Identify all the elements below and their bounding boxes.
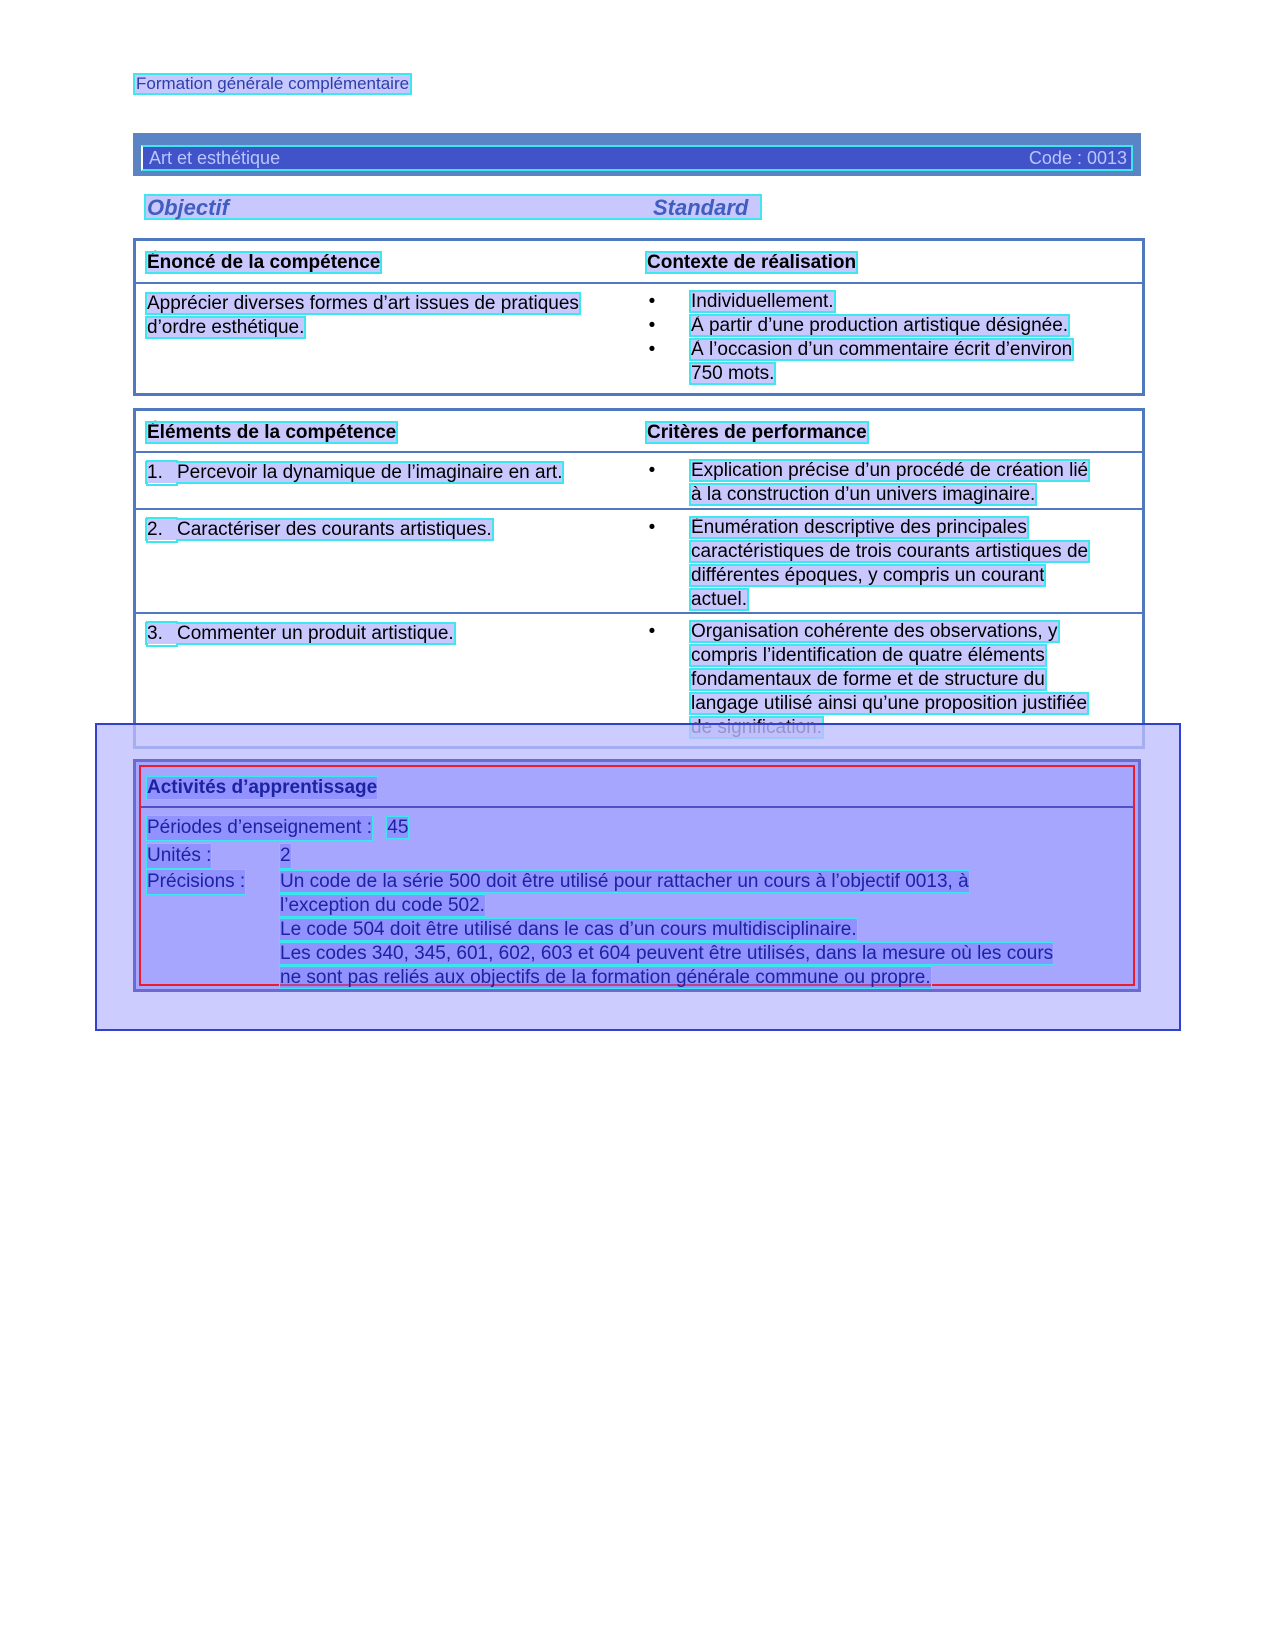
element-text: 1. Percevoir la dynamique de l’imaginaire en art. — [147, 462, 563, 483]
activities-divider — [141, 806, 1133, 808]
element-row — [136, 451, 1142, 508]
element-text: 2. Caractériser des courants artistiques. — [147, 519, 492, 540]
bullet-icon: • — [648, 621, 656, 642]
bullet-icon: • — [648, 517, 656, 538]
units-label: Unités : — [147, 845, 212, 866]
periods-row — [147, 816, 408, 840]
section-labels — [145, 195, 761, 219]
element-row — [136, 508, 1142, 612]
bullet-icon: • — [648, 291, 656, 312]
context-header: Contexte de réalisation — [647, 252, 857, 273]
precision-line: ne sont pas reliés aux objectifs de la formation générale commune ou propre. — [280, 967, 931, 988]
periods-label: Périodes d’enseignement : — [147, 817, 372, 838]
precision-line: Un code de la série 500 doit être utilisé pour rattacher un cours à l’objectif 0013, à — [280, 871, 969, 892]
bullet-icon: • — [648, 315, 656, 336]
precision-line: Les codes 340, 345, 601, 602, 603 et 604 peuvent être utilisés, dans la mesure où les cours — [280, 943, 1054, 964]
elements-header: Éléments de la compétence — [147, 422, 397, 443]
activities-selection-frame — [139, 765, 1135, 986]
precisions-text — [280, 870, 1130, 990]
criteria-item: • Énumération descriptive des principales caractéristiques de trois courants artistiques de différentes époques, y compris un courant actuel. — [646, 516, 1136, 612]
standard-label: Standard — [653, 195, 749, 220]
context-item: • À partir d’une production artistique désignée. — [646, 314, 1136, 338]
criteria-item: • Explication précise d’un procédé de création lié à la construction d’un univers imaginaire. — [646, 459, 1136, 507]
precisions-label-row — [147, 870, 245, 894]
element-number: 2. — [147, 519, 163, 540]
running-header: Formation générale complémentaire — [136, 74, 410, 93]
course-code: Code : 0013 — [1028, 148, 1127, 168]
element-number: 3. — [147, 623, 163, 644]
competence-statement-header: Énoncé de la compétence — [147, 252, 381, 273]
element-number: 1. — [147, 462, 163, 483]
bullet-icon: • — [648, 460, 656, 481]
context-item: • Individuellement. — [646, 290, 1136, 314]
units-row — [147, 844, 292, 868]
bullet-icon: • — [648, 339, 656, 360]
competence-body-row — [136, 282, 1142, 391]
course-title: Art et esthétique — [149, 148, 281, 168]
competence-table — [133, 238, 1145, 396]
activities-heading: Activités d’apprentissage — [147, 777, 378, 798]
precision-line: l’exception du code 502. — [280, 895, 485, 916]
elements-header-row — [136, 411, 1142, 451]
objectif-label: Objectif — [147, 195, 229, 220]
statement-line: d’ordre esthétique. — [147, 317, 305, 338]
criteria-header: Critères de performance — [647, 422, 867, 443]
statement-line: Apprécier diverses formes d’art issues de pratiques — [147, 293, 579, 314]
precisions-label: Précisions : — [147, 871, 246, 892]
activities-box[interactable] — [133, 759, 1141, 992]
element-text: 3. Commenter un produit artistique. — [147, 623, 454, 644]
units-value: 2 — [280, 845, 291, 866]
title-bar — [133, 133, 1141, 176]
title-bar-inner — [141, 145, 1133, 171]
criteria-item: • Organisation cohérente des observations, y compris l’identification de quatre éléments fondamentaux de forme et de structure du langage utilisé ainsi qu’une proposition justifiée — [646, 620, 1136, 740]
precision-line: Le code 504 doit être utilisé dans le cas d’un cours multidisciplinaire. — [280, 919, 857, 940]
context-item: • À l’occasion d’un commentaire écrit d’environ 750 mots. — [646, 338, 1136, 386]
periods-value: 45 — [387, 817, 409, 838]
elements-table — [133, 408, 1145, 749]
competence-header-row — [136, 241, 1142, 282]
